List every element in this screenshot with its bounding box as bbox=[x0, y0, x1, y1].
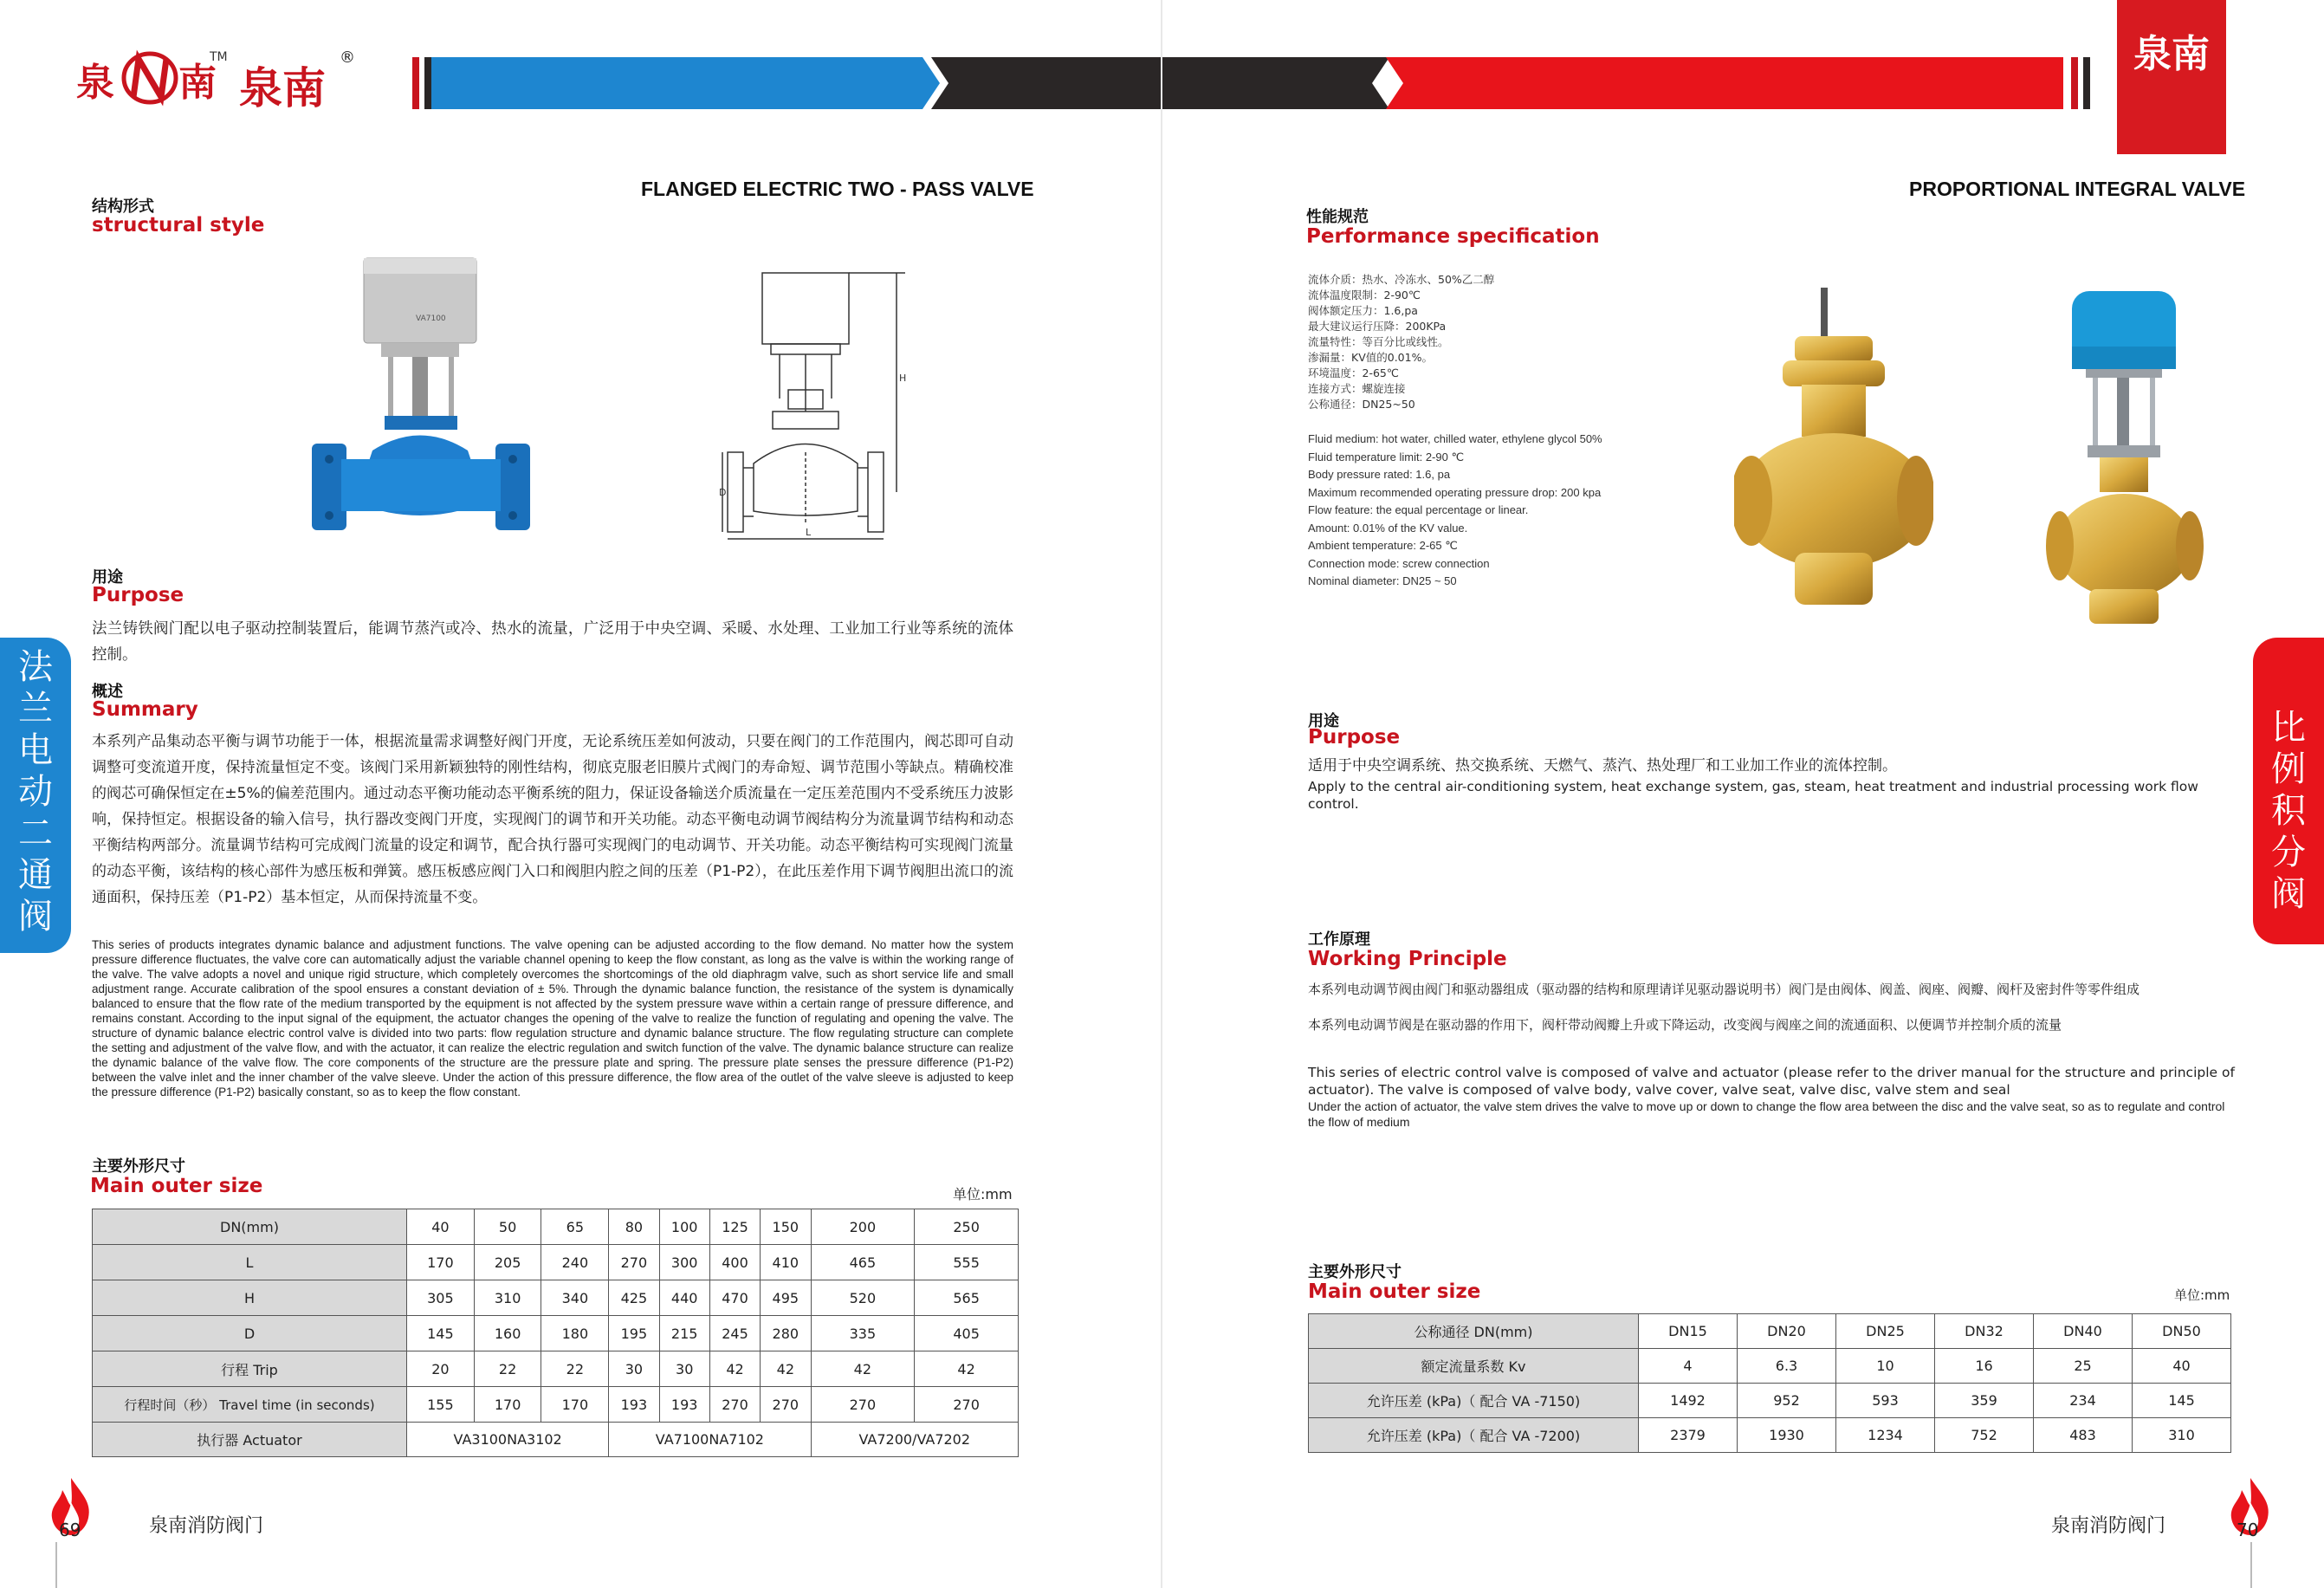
table-cell: 270 bbox=[915, 1387, 1019, 1423]
row-label: 公称通径 DN(mm) bbox=[1309, 1314, 1639, 1349]
actuator-group: VA7100NA7102 bbox=[609, 1423, 811, 1457]
table-cell: 100 bbox=[659, 1209, 709, 1245]
footer-text: 泉南消防阀门 bbox=[149, 1515, 264, 1537]
row-label: 额定流量系数 Kv bbox=[1309, 1349, 1639, 1384]
table-cell: 270 bbox=[761, 1387, 811, 1423]
drawing-label-d: D bbox=[719, 487, 727, 498]
spec-line-en: Body pressure rated: 1.6, pa bbox=[1308, 468, 1451, 481]
table-row bbox=[93, 1423, 1019, 1457]
spec-line: 渗漏量：KV值的0.01%。 bbox=[1308, 351, 1433, 364]
purpose-text-cn-right: 适用于中央空调系统、热交换系统、天燃气、蒸汽、热处理厂和工业加工作业的流体控制。 bbox=[1308, 757, 1897, 775]
header-banner bbox=[407, 54, 1161, 114]
table-cell: DN25 bbox=[1836, 1314, 1935, 1349]
table-row bbox=[1309, 1418, 2231, 1453]
table-cell: 495 bbox=[761, 1280, 811, 1316]
side-tab-char: 积 bbox=[2271, 791, 2306, 831]
table-row bbox=[1309, 1384, 2231, 1418]
structure-heading-en: structural style bbox=[92, 214, 265, 237]
table-cell: 410 bbox=[761, 1245, 811, 1280]
footer-text-right: 泉南消防阀门 bbox=[2051, 1515, 2166, 1537]
row-label: L bbox=[93, 1245, 407, 1280]
row-label: 行程 Trip bbox=[93, 1351, 407, 1387]
svg-text:泉: 泉 bbox=[76, 61, 114, 105]
table-cell: 42 bbox=[915, 1351, 1019, 1387]
table-cell: 205 bbox=[474, 1245, 541, 1280]
row-label: D bbox=[93, 1316, 407, 1351]
drawing-label-h: H bbox=[899, 373, 907, 384]
table-cell: 1234 bbox=[1836, 1418, 1935, 1453]
summary-text-cn: 本系列产品集动态平衡与调节功能于一体，根据流量需求调整好阀门开度，无论系统压差如何波动，只要在阀门的工作范围内，阀芯即可自动调整可变流道开度，保持流量恒定不变。该阀门采用新颖独特的刚性结构，彻底克服老旧膜片式阀门的寿命短、调节范围小等缺点。精确校准的阀芯可确保恒定在±5%的偏差范围内。通过动态平衡功能动态平衡系统的阻力，保证设备输送介质流量在一定压差范围内不受系统压力波影响，保持恒定。根据设备的输入信号，执行器改变阀门开度，实现阀门的调节和开关功能。动态平衡电动调节阀结构分为流量调节结构和动态平衡结构两部分。流量调节结构可完成阀门流量的设定和调节，配合执行器可实现阀门的电动调节、开关功能。动态平衡结构可实现阀门流量的动态平衡，该结构的核心部件为感压板和弹簧。感压板感应阀门入口和阀胆内腔之间的压差（P1-P2），在此压差作用下调节阀胆出流口的流通面积，保持压差（P1-P2）基本恒定，从而保持流量不变。 bbox=[92, 733, 1013, 906]
left-size-table bbox=[92, 1209, 1019, 1457]
table-cell: 160 bbox=[474, 1316, 541, 1351]
spec-line-en: Amount: 0.01% of the KV value. bbox=[1308, 521, 1468, 535]
table-cell: 280 bbox=[761, 1316, 811, 1351]
left-page bbox=[0, 0, 1161, 1588]
table-cell: 400 bbox=[709, 1245, 760, 1280]
side-tab-char: 动 bbox=[18, 772, 53, 812]
working-text-en-2: Under the action of actuator, the valve stem drives the valve to move up or down to change the flow area between the disc and the valve seat, so as to regulate and control the flow of medium bbox=[1308, 1099, 2225, 1129]
table-cell: 405 bbox=[915, 1316, 1019, 1351]
table-cell: 195 bbox=[609, 1316, 659, 1351]
table-cell: 25 bbox=[2034, 1349, 2133, 1384]
table-cell: 215 bbox=[659, 1316, 709, 1351]
table-cell: 65 bbox=[541, 1209, 609, 1245]
brand-name: 泉南 bbox=[239, 62, 326, 113]
table-cell: 270 bbox=[709, 1387, 760, 1423]
spec-line-en: Fluid medium: hot water, chilled water, ethylene glycol 50% bbox=[1308, 432, 1602, 445]
actuator-group: VA7200/VA7202 bbox=[811, 1423, 1019, 1457]
table-row bbox=[93, 1245, 1019, 1280]
right-page bbox=[1162, 0, 2324, 1588]
table-cell: DN32 bbox=[1935, 1314, 2034, 1349]
row-label: 允许压差 (kPa)（ 配合 VA -7200) bbox=[1309, 1418, 1639, 1453]
table-row bbox=[93, 1280, 1019, 1316]
table-cell: 125 bbox=[709, 1209, 760, 1245]
table-cell: 952 bbox=[1738, 1384, 1836, 1418]
table-cell: 145 bbox=[407, 1316, 475, 1351]
purpose-heading-cn: 用途 bbox=[92, 568, 123, 587]
table-cell: 40 bbox=[2133, 1349, 2231, 1384]
page-number-right: 70 bbox=[2237, 1520, 2259, 1540]
size-heading-cn-right: 主要外形尺寸 bbox=[1308, 1263, 1402, 1281]
logo-mark-icon bbox=[76, 45, 223, 110]
purpose-heading-en-right: Purpose bbox=[1308, 726, 1401, 749]
table-cell: 270 bbox=[609, 1245, 659, 1280]
table-cell: 10 bbox=[1836, 1349, 1935, 1384]
footer-rule-right bbox=[2250, 1542, 2252, 1588]
table-cell: 42 bbox=[761, 1351, 811, 1387]
table-cell: 270 bbox=[811, 1387, 915, 1423]
row-label: 行程时间（秒） Travel time (in seconds) bbox=[93, 1387, 407, 1423]
table-cell: 40 bbox=[407, 1209, 475, 1245]
table-cell: 193 bbox=[609, 1387, 659, 1423]
drawing-label-l: L bbox=[806, 527, 812, 538]
table-cell: 170 bbox=[407, 1245, 475, 1280]
spec-line-en: Maximum recommended operating pressure drop: 200 kpa bbox=[1308, 485, 1602, 499]
summary-text-en: This series of products integrates dynamic balance and adjustment functions. The valve opening can be adjusted according to the flow demand. No matter how the system pressure difference fluctuates, the valve core can automatically adjust the variable channel opening to keep the flow constant, as long as the valve is within the working range of the valve. The valve adopts a novel and unique rigid structure, which completely overcomes the shortcomings of the old diaphragm valve, such as short service life and small adjustment range. Accurate calibration of the spool ensures a constant deviation of ± 5%. Through the dynamic balance function, the resistance of the system is dynamically balanced to ensure that the flow rate of the medium transported by the equipment is not affected by the system pressure wave within a certain range of pressure difference, and remains constant. According to the input signal of the equipment, the actuator changes the opening of the valve to realize the function of regulating and opening the valve. The structure of dynamic balance electric control valve is divided into two parts: flow regulation structure and dynamic balance structure. The flow regulating structure can complete the setting and adjustment of the valve flow, and with the actuator, it can realize the electric regulation and switch function of the valve. The dynamic balance structure can realize the dynamic balance of the valve flow. The core components of the structure are the pressure plate and spring. The pressure plate senses the pressure difference (P1-P2) between the valve inlet and the inner chamber of the valve sleeve. Under the action of this pressure difference, the flow area of the outlet of the valve sleeve is adjusted to keep the pressure difference (P1-P2) basically constant, so as to keep the flow constant. bbox=[92, 938, 1013, 1099]
table-cell: 170 bbox=[541, 1387, 609, 1423]
spec-line-en: Flow feature: the equal percentage or linear. bbox=[1308, 503, 1529, 516]
table-cell: 193 bbox=[659, 1387, 709, 1423]
row-label: H bbox=[93, 1280, 407, 1316]
purpose-heading-cn-right: 用途 bbox=[1308, 712, 1339, 730]
spec-line: 最大建议运行压降：200KPa bbox=[1308, 320, 1447, 333]
row-label: DN(mm) bbox=[93, 1209, 407, 1245]
product-title: FLANGED ELECTRIC TWO - PASS VALVE bbox=[641, 178, 1034, 200]
table-cell: 42 bbox=[709, 1351, 760, 1387]
table-row bbox=[93, 1387, 1019, 1423]
brand-logo bbox=[76, 45, 362, 113]
side-tab-char: 阀 bbox=[18, 897, 53, 937]
actuator-group: VA3100NA3102 bbox=[407, 1423, 609, 1457]
spec-line: 阀体额定压力：1.6,pa bbox=[1308, 304, 1418, 317]
side-tab-category bbox=[0, 638, 71, 953]
table-cell: 245 bbox=[709, 1316, 760, 1351]
performance-list-en bbox=[1308, 431, 1689, 591]
table-cell: 565 bbox=[915, 1280, 1019, 1316]
table-cell: 250 bbox=[915, 1209, 1019, 1245]
table-cell: DN20 bbox=[1738, 1314, 1836, 1349]
corner-logo bbox=[2117, 0, 2226, 154]
side-tab-char: 通 bbox=[18, 855, 53, 895]
table-cell: 145 bbox=[2133, 1384, 2231, 1418]
side-tab-char: 兰 bbox=[18, 689, 53, 729]
table-cell: 180 bbox=[541, 1316, 609, 1351]
table-cell: 150 bbox=[761, 1209, 811, 1245]
right-size-table bbox=[1308, 1313, 2231, 1453]
table-cell: 200 bbox=[811, 1209, 915, 1245]
table-row bbox=[93, 1209, 1019, 1245]
performance-heading-en: Performance specification bbox=[1306, 225, 1600, 248]
table-cell: 483 bbox=[2034, 1418, 2133, 1453]
side-tab-char: 例 bbox=[2271, 749, 2306, 789]
table-cell: 305 bbox=[407, 1280, 475, 1316]
table-row bbox=[1309, 1314, 2231, 1349]
table-row bbox=[1309, 1349, 2231, 1384]
spec-line-en: Nominal diameter: DN25 ~ 50 bbox=[1308, 574, 1457, 587]
working-text-cn-1: 本系列电动调节阀由阀门和驱动器组成（驱动器的结构和原理请详见驱动器说明书）阀门是由阀体、阀盖、阀座、阀瓣、阀杆及密封件等零件组成 bbox=[1308, 982, 2140, 997]
table-cell: 22 bbox=[474, 1351, 541, 1387]
row-label: 执行器 Actuator bbox=[93, 1423, 407, 1457]
working-text-en-1: This series of electric control valve is composed of valve and actuator (please refer to the driver manual for the structure and principle of actuator). The valve is composed of valve body, valve cover, valve seat, valve disc, valve stem and seal bbox=[1308, 1065, 2235, 1098]
size-unit: 单位:mm bbox=[953, 1186, 1013, 1202]
spec-line-en: Ambient temperature: 2-65 ℃ bbox=[1308, 539, 1458, 552]
side-tab-char: 法 bbox=[18, 647, 53, 687]
table-cell: 234 bbox=[2034, 1384, 2133, 1418]
table-cell: 1930 bbox=[1738, 1418, 1836, 1453]
table-cell: DN40 bbox=[2034, 1314, 2133, 1349]
table-cell: 310 bbox=[2133, 1418, 2231, 1453]
table-cell: 340 bbox=[541, 1280, 609, 1316]
table-cell: 300 bbox=[659, 1245, 709, 1280]
size-heading-cn: 主要外形尺寸 bbox=[92, 1157, 185, 1176]
table-cell: DN50 bbox=[2133, 1314, 2231, 1349]
table-cell: 1492 bbox=[1639, 1384, 1738, 1418]
table-cell: 593 bbox=[1836, 1384, 1935, 1418]
table-cell: 16 bbox=[1935, 1349, 2034, 1384]
flanged-valve-photo bbox=[312, 251, 537, 546]
table-cell: 752 bbox=[1935, 1418, 2034, 1453]
side-tab-category-right bbox=[2253, 638, 2324, 944]
working-heading-cn: 工作原理 bbox=[1308, 930, 1370, 949]
table-cell: 335 bbox=[811, 1316, 915, 1351]
spec-line: 连接方式：螺旋连接 bbox=[1308, 382, 1406, 395]
size-heading-en-right: Main outer size bbox=[1308, 1280, 1481, 1303]
table-cell: 80 bbox=[609, 1209, 659, 1245]
actuator-nameplate: VA7100 bbox=[416, 314, 446, 323]
spec-line: 公称通径：DN25~50 bbox=[1308, 398, 1415, 411]
table-cell: 520 bbox=[811, 1280, 915, 1316]
footer-rule bbox=[55, 1542, 57, 1588]
summary-heading-en: Summary bbox=[92, 698, 198, 721]
table-cell: 30 bbox=[659, 1351, 709, 1387]
table-cell: 555 bbox=[915, 1245, 1019, 1280]
spec-line: 流体介质：热水、冷冻水、50%乙二醇 bbox=[1308, 273, 1495, 286]
spec-line-en: Connection mode: screw connection bbox=[1308, 556, 1490, 570]
row-label: 允许压差 (kPa)（ 配合 VA -7150) bbox=[1309, 1384, 1639, 1418]
table-cell: 170 bbox=[474, 1387, 541, 1423]
side-tab-char: 电 bbox=[18, 730, 53, 770]
side-tab-char: 比 bbox=[2271, 708, 2306, 748]
purpose-text-en-right: Apply to the central air-conditioning system, heat exchange system, gas, steam, heat treatment and industrial processing work flow control. bbox=[1308, 779, 2198, 812]
side-tab-char: 分 bbox=[2271, 833, 2306, 872]
table-cell: 470 bbox=[709, 1280, 760, 1316]
structure-heading-cn: 结构形式 bbox=[92, 198, 154, 216]
table-cell: 30 bbox=[609, 1351, 659, 1387]
table-cell: 2379 bbox=[1639, 1418, 1738, 1453]
actuator-valve-photo bbox=[2037, 286, 2211, 632]
performance-heading-cn: 性能规范 bbox=[1306, 208, 1369, 226]
table-cell: 310 bbox=[474, 1280, 541, 1316]
table-cell: 20 bbox=[407, 1351, 475, 1387]
spec-line: 环境温度：2-65℃ bbox=[1308, 366, 1399, 379]
working-text-cn-2: 本系列电动调节阀是在驱动器的作用下，阀杆带动阀瓣上升或下降运动，改变阀与阀座之间的流通面积、以便调节并控制介质的流量 bbox=[1308, 1017, 2062, 1033]
spec-line-en: Fluid temperature limit: 2-90 ℃ bbox=[1308, 450, 1465, 463]
table-cell: 22 bbox=[541, 1351, 609, 1387]
spec-line: 流量特性：等百分比或线性。 bbox=[1308, 335, 1449, 348]
table-cell: 359 bbox=[1935, 1384, 2034, 1418]
table-cell: 6.3 bbox=[1738, 1349, 1836, 1384]
table-cell: 465 bbox=[811, 1245, 915, 1280]
size-heading-en: Main outer size bbox=[90, 1175, 263, 1197]
spec-line: 流体温度限制：2-90℃ bbox=[1308, 288, 1421, 301]
dimension-drawing bbox=[719, 260, 918, 546]
trademark-mark: TM bbox=[210, 50, 228, 64]
registered-mark: ® bbox=[340, 49, 355, 67]
table-cell: 50 bbox=[474, 1209, 541, 1245]
table-cell: 240 bbox=[541, 1245, 609, 1280]
brass-valve-photo bbox=[1734, 284, 1933, 631]
product-title-right: PROPORTIONAL INTEGRAL VALVE bbox=[1909, 178, 2246, 200]
working-heading-en: Working Principle bbox=[1308, 948, 1507, 970]
summary-heading-cn: 概述 bbox=[92, 683, 123, 701]
performance-list-cn bbox=[1308, 272, 1568, 412]
header-banner-right bbox=[1162, 54, 2098, 114]
purpose-heading-en: Purpose bbox=[92, 584, 184, 606]
table-cell: 440 bbox=[659, 1280, 709, 1316]
page-number: 69 bbox=[59, 1520, 81, 1540]
side-tab-char: 二 bbox=[18, 813, 53, 853]
table-row bbox=[93, 1351, 1019, 1387]
table-cell: 425 bbox=[609, 1280, 659, 1316]
svg-text:南: 南 bbox=[178, 61, 217, 105]
table-cell: 42 bbox=[811, 1351, 915, 1387]
table-cell: 4 bbox=[1639, 1349, 1738, 1384]
side-tab-char: 阀 bbox=[2271, 874, 2306, 914]
purpose-text: 法兰铸铁阀门配以电子驱动控制装置后，能调节蒸汽或冷、热水的流量，广泛用于中央空调、采暖、水处理、工业加工行业等系统的流体控制。 bbox=[92, 620, 1013, 664]
corner-logo-text: 泉南 bbox=[2133, 32, 2210, 76]
table-cell: 155 bbox=[407, 1387, 475, 1423]
table-cell: DN15 bbox=[1639, 1314, 1738, 1349]
table-row bbox=[93, 1316, 1019, 1351]
size-unit-right: 单位:mm bbox=[2174, 1287, 2230, 1303]
